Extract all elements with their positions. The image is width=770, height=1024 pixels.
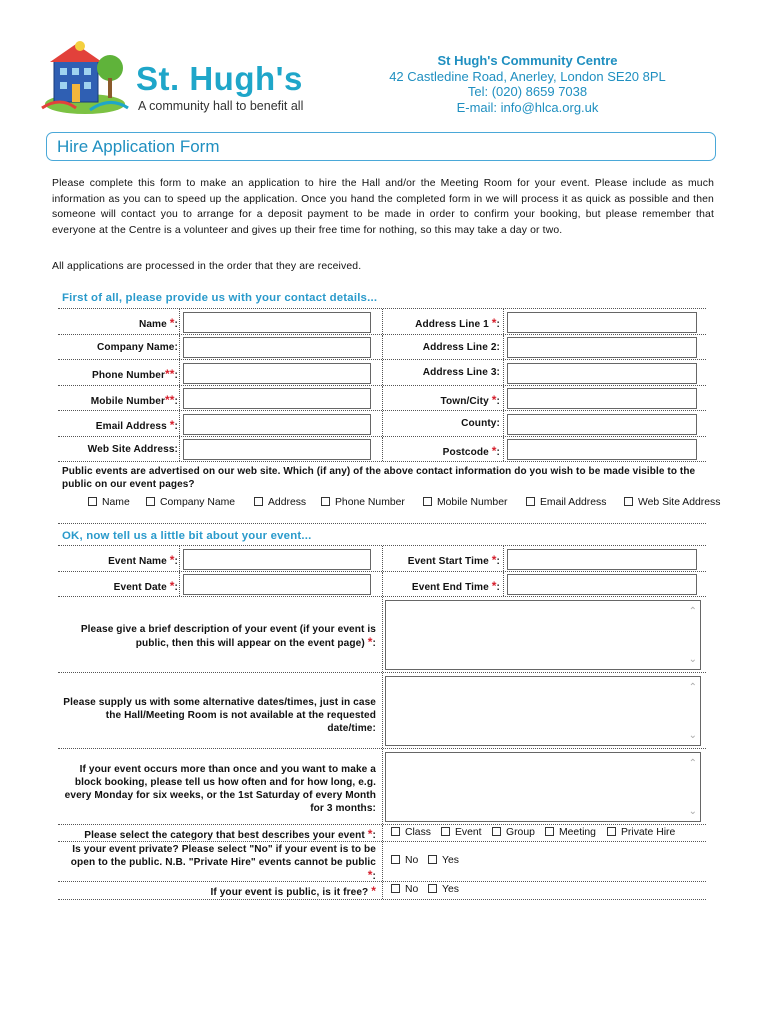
company-name-input[interactable] (183, 337, 371, 358)
checkbox[interactable] (321, 497, 330, 506)
web-site-address-label: Web Site Address: (87, 444, 178, 455)
scroll-up-icon[interactable]: ⌃ (688, 606, 697, 617)
table-row (58, 411, 706, 437)
mobile-number-label: Mobile Number**: (90, 393, 178, 407)
event-start-time-label: Event Start Time *: (407, 553, 500, 567)
category-option-class[interactable]: Class (391, 827, 431, 838)
mobile-number-input[interactable] (183, 388, 371, 409)
category-option-private-hire[interactable]: Private Hire (607, 827, 675, 838)
event-section-heading: OK, now tell us a little bit about your event... (62, 530, 312, 542)
form-title-box (46, 132, 716, 161)
scroll-down-icon[interactable]: ⌄ (688, 654, 697, 665)
free-option-no[interactable]: No (391, 884, 418, 895)
checkbox[interactable] (545, 827, 554, 836)
free-row (58, 882, 706, 900)
category-option-event[interactable]: Event (441, 827, 482, 838)
event-name-label: Event Name *: (108, 553, 178, 567)
private-label: Is your event private? Please select "No" if your event is to be open to the public. N.B. "Private Hire" events cannot be public *: (70, 844, 376, 882)
phone-number-input[interactable] (183, 363, 371, 384)
address-line-1-label: Address Line 1 *: (415, 316, 500, 330)
publicity-option-address[interactable]: Address (254, 497, 306, 508)
publicity-row (58, 462, 721, 524)
event-details-table (58, 545, 706, 900)
description-row (58, 597, 706, 673)
checkbox[interactable] (624, 497, 633, 506)
table-row (58, 546, 706, 572)
category-label: Please select the category that best describes your event *: (84, 827, 376, 841)
checkbox[interactable] (428, 855, 437, 864)
processing-note: All applications are processed in the order that they are received. (52, 261, 362, 272)
event-date-input[interactable] (183, 574, 371, 595)
contact-details-table (58, 308, 721, 524)
email-address-input[interactable] (183, 414, 371, 435)
alternative-dates-label: Please supply us with some alternative dates/times, just in case the Hall/Meeting Room is not available at the requested date/time: (63, 697, 376, 734)
logo-tagline: A community hall to benefit all (138, 99, 304, 113)
block-booking-label: If your event occurs more than once and you want to make a block booking, please tell us how often and for how long, e.g. every Monday for six weeks, or the 1st Saturday of every Month for 3 months: (64, 764, 376, 814)
org-name: St Hugh's Community Centre (437, 53, 618, 68)
address-line-2-input[interactable] (507, 337, 697, 358)
publicity-option-name[interactable]: Name (88, 497, 130, 508)
category-option-meeting[interactable]: Meeting (545, 827, 596, 838)
logo-title: St. Hugh's (136, 60, 303, 97)
free-option-yes[interactable]: Yes (428, 884, 459, 895)
org-address: 42 Castledine Road, Anerley, London SE20 8PL (389, 68, 666, 84)
block-booking-textarea[interactable] (385, 752, 701, 822)
free-label: If your event is public, is it free? * (210, 884, 376, 898)
scroll-up-icon[interactable]: ⌃ (688, 682, 697, 693)
address-line-2-label: Address Line 2: (422, 342, 500, 353)
checkbox[interactable] (254, 497, 263, 506)
event-name-input[interactable] (183, 549, 371, 570)
checkbox[interactable] (391, 827, 400, 836)
checkbox[interactable] (423, 497, 432, 506)
company-name-label: Company Name: (97, 342, 178, 353)
block-booking-row (58, 749, 706, 825)
checkbox[interactable] (607, 827, 616, 836)
st-hughs-logo (40, 38, 330, 118)
org-telephone: Tel: (020) 8659 7038 (467, 84, 588, 99)
publicity-option-email-address[interactable]: Email Address (526, 497, 606, 508)
org-email[interactable]: E-mail: info@hlca.org.uk (456, 99, 599, 115)
scroll-up-icon[interactable]: ⌃ (688, 758, 697, 769)
county-input[interactable] (507, 414, 697, 435)
table-row (58, 572, 706, 597)
private-row (58, 842, 706, 882)
private-option-no[interactable]: No (391, 855, 418, 866)
category-row (58, 825, 706, 842)
scroll-down-icon[interactable]: ⌄ (688, 730, 697, 741)
address-line-1-input[interactable] (507, 312, 697, 333)
checkbox[interactable] (492, 827, 501, 836)
community-hall-logo-icon (40, 38, 130, 116)
table-row (58, 360, 706, 386)
table-row (58, 386, 706, 411)
postcode-label: Postcode *: (442, 444, 500, 458)
contact-section-heading: First of all, please provide us with your contact details... (62, 292, 378, 304)
checkbox[interactable] (391, 884, 400, 893)
publicity-option-web-site-address[interactable]: Web Site Address (624, 497, 720, 508)
checkbox[interactable] (441, 827, 450, 836)
name-input[interactable] (183, 312, 371, 333)
private-option-yes[interactable]: Yes (428, 855, 459, 866)
scroll-down-icon[interactable]: ⌄ (688, 806, 697, 817)
publicity-option-company-name[interactable]: Company Name (146, 497, 235, 508)
name-label: Name *: (138, 316, 178, 330)
checkbox[interactable] (88, 497, 97, 506)
category-option-group[interactable]: Group (492, 827, 535, 838)
checkbox[interactable] (526, 497, 535, 506)
event-end-time-input[interactable] (507, 574, 697, 595)
address-line-3-input[interactable] (507, 363, 697, 384)
address-line-3-label: Address Line 3: (422, 367, 500, 378)
county-label: County: (461, 418, 500, 429)
email-address-label: Email Address *: (95, 418, 178, 432)
event-date-label: Event Date *: (113, 579, 178, 593)
event-end-time-label: Event End Time *: (411, 579, 500, 593)
event-start-time-input[interactable] (507, 549, 697, 570)
description-label: Please give a brief description of your event (if your event is public, then this will appear on the event page) *: (80, 624, 376, 649)
table-row (58, 335, 706, 360)
checkbox[interactable] (391, 855, 400, 864)
checkbox[interactable] (428, 884, 437, 893)
postcode-input[interactable] (507, 439, 697, 460)
phone-number-label: Phone Number**: (91, 367, 178, 381)
publicity-option-mobile-number[interactable]: Mobile Number (423, 497, 507, 508)
organisation-details (340, 53, 715, 115)
table-row (58, 437, 706, 462)
alternative-dates-row (58, 673, 706, 749)
town-city-label: Town/City *: (440, 393, 500, 407)
checkbox[interactable] (146, 497, 155, 506)
table-row (58, 309, 706, 335)
publicity-question: Public events are advertised on our web site. Which (if any) of the above contact information do you wish to be made visible to the public on our event pages? (62, 466, 696, 490)
intro-paragraph: Please complete this form to make an application to hire the Hall and/or the Meeting Room for your event. Please include as much information as you can to speed up the application. Once you hand the completed form in we will process it as quick as possible and then someone will contact you to arrange for a deposit payment to be made in order to confirm your booking, but please remember that everyone at the Centre is a volunteer and gives up their free time for nothing, so this may take a day or two. (52, 178, 714, 236)
publicity-option-phone-number[interactable]: Phone Number (321, 497, 405, 508)
form-title: Hire Application Form (57, 137, 220, 156)
town-city-input[interactable] (507, 388, 697, 409)
alternative-dates-textarea[interactable] (385, 676, 701, 746)
web-site-address-input[interactable] (183, 439, 371, 460)
description-textarea[interactable] (385, 600, 701, 670)
